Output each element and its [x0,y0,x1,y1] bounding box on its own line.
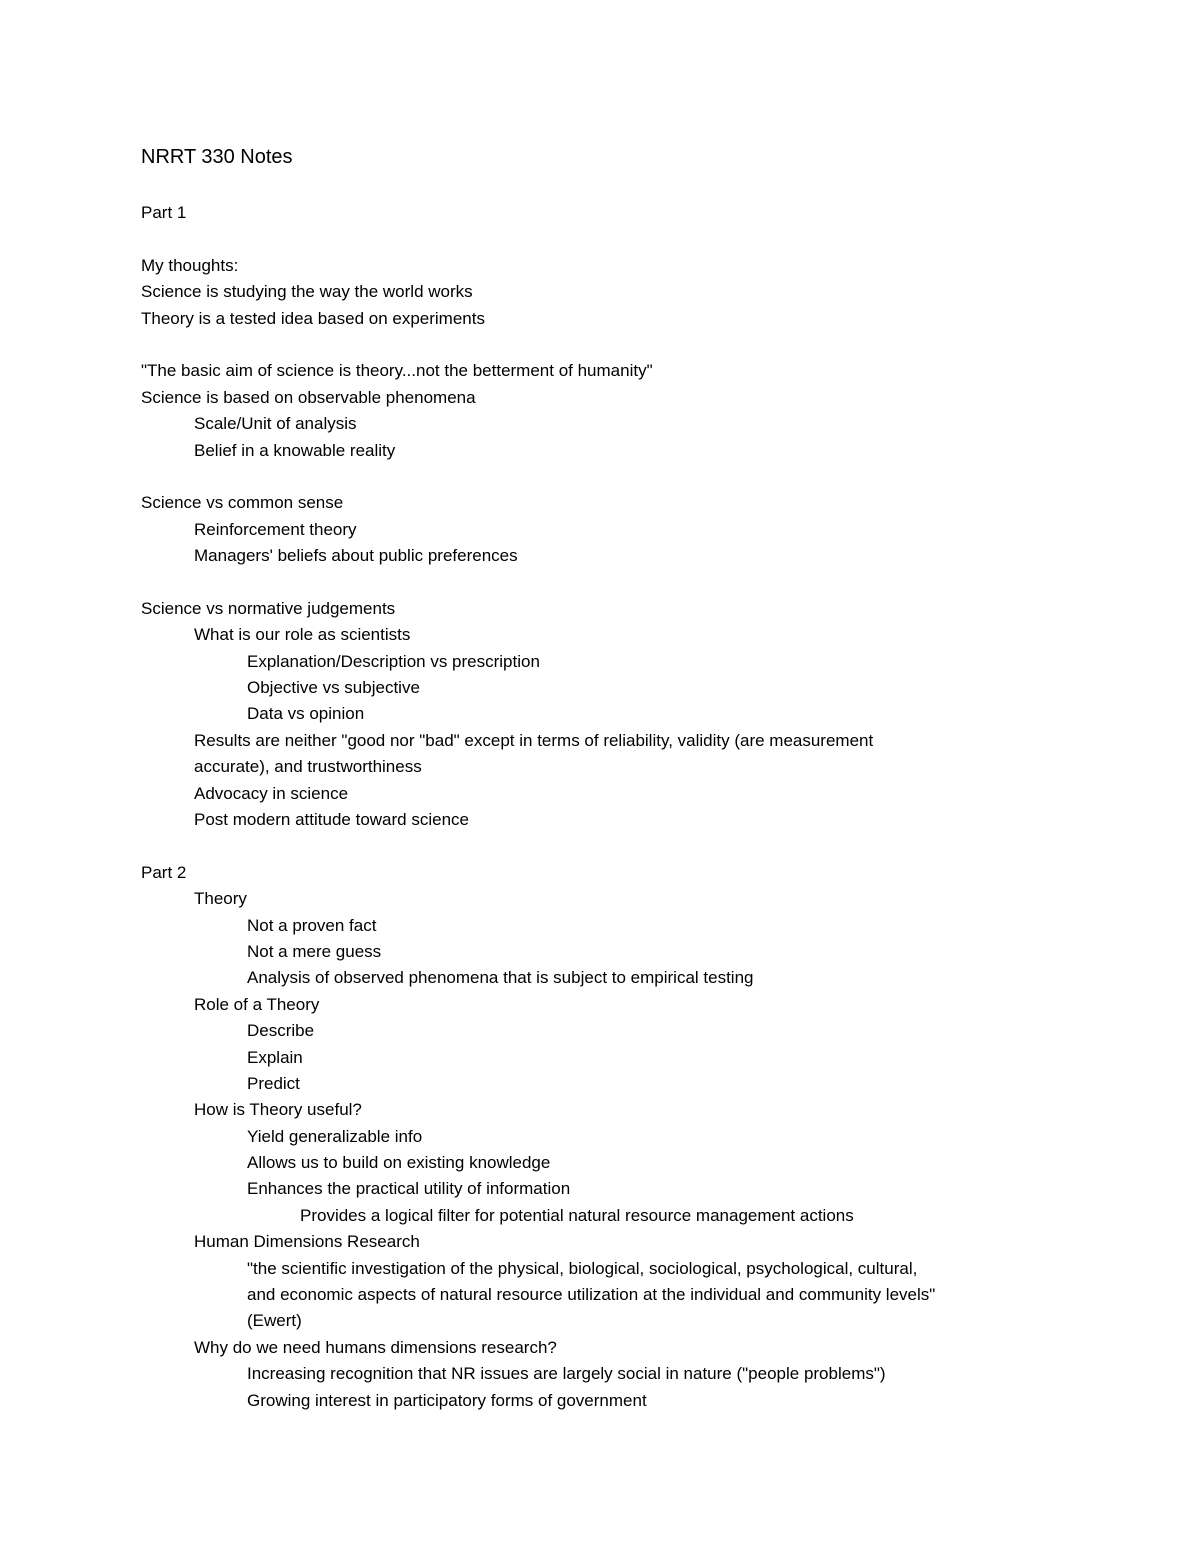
note-line: Advocacy in science [194,783,349,803]
blank-line [141,833,1101,859]
note-line: Theory is a tested idea based on experiments [141,308,485,328]
note-line: Role of a Theory [194,994,320,1014]
note-line: Post modern attitude toward science [194,809,469,829]
note-line: "The basic aim of science is theory...not the betterment of humanity" [141,361,653,381]
note-line: Provides a logical filter for potential natural resource management actions [300,1205,854,1225]
note-line: Predict [247,1073,300,1093]
note-line: Why do we need humans dimensions research? [194,1337,557,1357]
blank-line [141,226,1101,252]
blank-line [141,332,1101,358]
note-line: Part 2 [141,862,187,882]
note-line: Not a proven fact [247,915,377,935]
note-line: What is our role as scientists [194,625,411,645]
document-title: NRRT 330 Notes [141,146,293,168]
blank-line [141,569,1101,595]
note-line: Describe [247,1021,315,1041]
note-line: Objective vs subjective [247,678,420,698]
note-line: Science is studying the way the world works [141,282,473,302]
blank-line [141,464,1101,490]
note-line: Yield generalizable info [247,1126,423,1146]
note-line: Growing interest in participatory forms of government [247,1390,647,1410]
note-line: Data vs opinion [247,704,365,724]
note-line: Explanation/Description vs prescription [247,651,540,671]
note-line: Increasing recognition that NR issues are largely social in nature ("people problems") [247,1364,886,1384]
note-line: accurate), and trustworthiness [194,757,422,777]
note-line: Scale/Unit of analysis [194,414,357,434]
note-line: Part 1 [141,203,187,222]
note-line: "the scientific investigation of the physical, biological, sociological, psychological, cultural, [247,1258,918,1278]
note-line: Explain [247,1047,303,1067]
note-line: Managers' beliefs about public preferences [194,546,518,566]
note-line: Results are neither "good nor "bad" except in terms of reliability, validity (are measurement [194,730,874,750]
note-line: Reinforcement theory [194,519,357,539]
note-line: and economic aspects of natural resource utilization at the individual and community levels" [247,1285,936,1305]
note-line: Analysis of observed phenomena that is subject to empirical testing [247,968,754,988]
note-line: My thoughts: [141,255,239,275]
note-line: Belief in a knowable reality [194,440,396,460]
note-line: Allows us to build on existing knowledge [247,1153,551,1173]
note-line: Theory [194,889,247,909]
note-line: Science is based on observable phenomena [141,387,476,407]
note-line: Science vs normative judgements [141,598,396,618]
note-line: How is Theory useful? [194,1100,362,1120]
note-line: Enhances the practical utility of information [247,1179,571,1199]
note-line: Science vs common sense [141,493,344,513]
note-line: Human Dimensions Research [194,1232,420,1252]
note-line: Not a mere guess [247,941,382,961]
document-body [141,200,1101,1414]
note-line: (Ewert) [247,1311,302,1331]
